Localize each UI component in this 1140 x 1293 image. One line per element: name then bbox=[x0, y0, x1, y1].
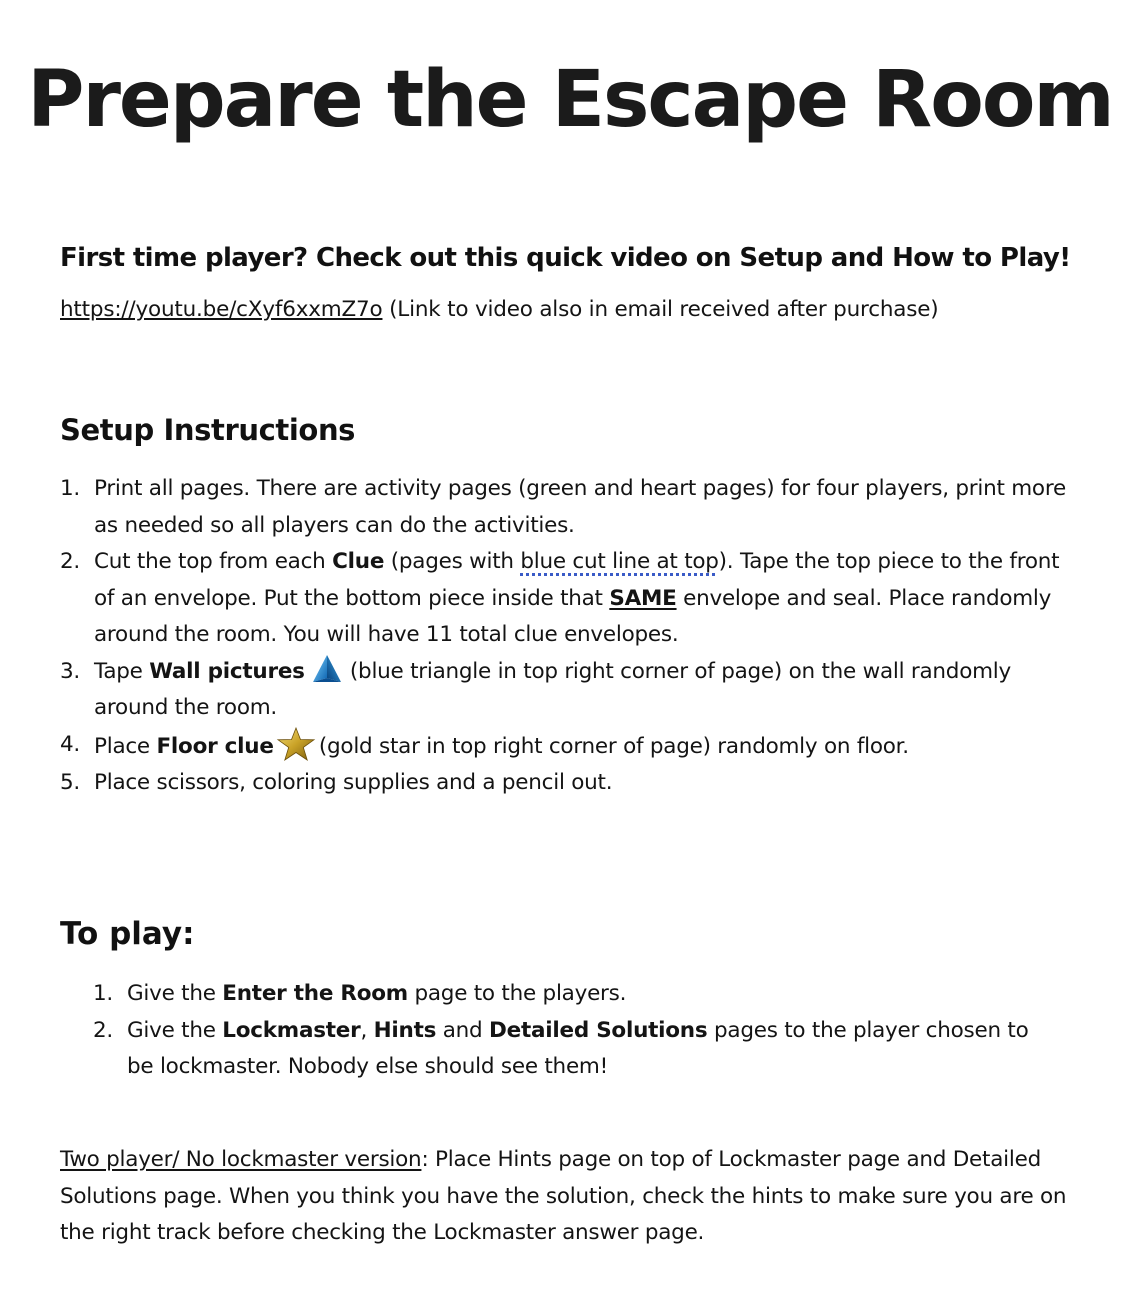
play-item-text: Give the bbox=[127, 1017, 223, 1043]
detailed-solutions-term: Detailed Solutions bbox=[489, 1017, 708, 1043]
video-link[interactable]: https://youtu.be/cXyf6xxmZ7o bbox=[60, 297, 383, 322]
dotted-underlined-text: blue cut line at top bbox=[520, 549, 719, 574]
to-play-list bbox=[93, 976, 1053, 1086]
gold-star-icon bbox=[276, 727, 316, 761]
play-item-text: , bbox=[360, 1017, 374, 1043]
video-line bbox=[60, 297, 938, 322]
setup-item-text: Print all pages. There are activity pages (green and heart pages) for four players, print more as needed so all players can do the activities. bbox=[94, 476, 1066, 538]
clue-term: Clue bbox=[332, 549, 385, 574]
lockmaster-term: Lockmaster bbox=[222, 1017, 361, 1043]
setup-item-2 bbox=[60, 544, 1080, 654]
wall-pictures-term: Wall pictures bbox=[149, 658, 305, 684]
setup-item-4 bbox=[60, 727, 1080, 766]
setup-item-1 bbox=[60, 471, 1080, 544]
setup-heading: Setup Instructions bbox=[60, 413, 356, 447]
list-number: 1. bbox=[60, 476, 81, 501]
list-number: 5. bbox=[60, 770, 81, 795]
enter-the-room-term: Enter the Room bbox=[222, 981, 408, 1006]
play-item-text: Give the bbox=[127, 981, 223, 1006]
list-number: 1. bbox=[93, 981, 114, 1006]
two-player-label: Two player/ No lockmaster version bbox=[60, 1147, 422, 1172]
setup-item-text: ). Tape the top piece to the front of an envelope. Put the bottom piece inside that bbox=[94, 549, 1060, 611]
first-time-heading: First time player? Check out this quick video on Setup and How to Play! bbox=[60, 243, 1071, 273]
to-play-heading: To play: bbox=[60, 916, 195, 952]
setup-item-text: Tape bbox=[94, 658, 150, 684]
setup-item-3 bbox=[60, 654, 1080, 727]
same-term: SAME bbox=[609, 585, 677, 611]
list-number: 2. bbox=[93, 1017, 114, 1043]
list-number: 4. bbox=[60, 731, 81, 757]
setup-item-text: (gold star in top right corner of page) randomly on floor. bbox=[312, 733, 909, 759]
setup-item-text: (pages with bbox=[384, 549, 521, 574]
setup-item-text: Place scissors, coloring supplies and a pencil out. bbox=[94, 770, 613, 795]
play-item-text: page to the players. bbox=[407, 981, 627, 1006]
blue-triangle-icon bbox=[311, 654, 343, 684]
list-number: 2. bbox=[60, 549, 81, 574]
play-item-2 bbox=[93, 1013, 1053, 1086]
two-player-text: : Place Hints page on top of Lockmaster page and Detailed Solutions page. When you think you have the solution, check the hints to make sure you are on the right track before checking the Lockmaster answer page. bbox=[60, 1147, 1067, 1245]
page-title: Prepare the Escape Room bbox=[27, 55, 1113, 145]
play-item-text: pages to the player chosen to be lockmaster. Nobody else should see them! bbox=[127, 1017, 1029, 1079]
setup-item-text: envelope and seal. Place randomly around the room. You will have 11 total clue envelopes. bbox=[94, 585, 1052, 647]
setup-item-text: (blue triangle in top right corner of page) on the wall randomly around the room. bbox=[94, 658, 1011, 720]
setup-item-text: Cut the top from each bbox=[94, 549, 333, 574]
play-item-text: and bbox=[436, 1017, 490, 1043]
setup-list bbox=[60, 471, 1080, 802]
setup-item-5 bbox=[60, 765, 1080, 802]
floor-clue-term: Floor clue bbox=[156, 733, 274, 759]
hints-term: Hints bbox=[373, 1017, 437, 1043]
two-player-paragraph bbox=[60, 1142, 1070, 1252]
play-item-1 bbox=[93, 976, 1053, 1013]
list-number: 3. bbox=[60, 658, 81, 684]
video-link-note: (Link to video also in email received after purchase) bbox=[382, 297, 939, 322]
setup-item-text: Place bbox=[94, 733, 157, 759]
